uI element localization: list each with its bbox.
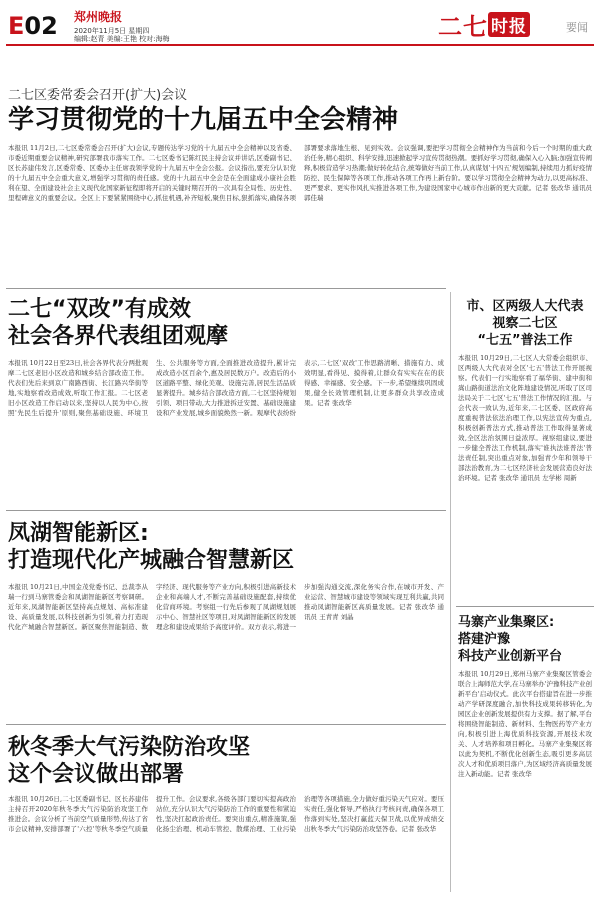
- sidebar-1-title-line1: 市、区两级人大代表: [466, 299, 584, 314]
- article-2-title-line1: 二七“双改”有成效: [8, 297, 191, 322]
- sidebar-1-title-line3: “七五”普法工作: [477, 333, 573, 348]
- divider: [6, 724, 446, 725]
- header-rule: [6, 44, 594, 46]
- masthead: 郑州晚报: [74, 10, 123, 24]
- article-2: [8, 296, 444, 508]
- sidebar-2-title-line3: 科技产业创新平台: [458, 649, 563, 664]
- article-3-title-line2: 打造现代化产城融合智慧新区: [8, 548, 295, 573]
- page-header: [0, 0, 600, 42]
- divider: [456, 606, 594, 607]
- sidebar-2-title-line2: 搭建沪豫: [458, 632, 511, 647]
- article-2-body: 本报讯 10月22日至23日,社会各界代表分两批观摩二七区老旧小区改造和城乡结合部改造工作。代表们先后来到京广南路西街、长江路兴华街等地,实地察看改造成效,听取工作汇报。二七区老旧小区改造工作启动以来,坚持以人民为中心,按照'先民生后提升'原则,聚焦基础设施、环境卫生、公共服务等方面,全面推进改造提升,累计完成改造小区百余个,惠及居民数万户。改造后的小区道路平整、绿化美观、设施完善,居民生活品质显著提升。城乡结合部改造方面,二七区坚持规划引领、项目带动,大力推进拆迁安置、基础设施建设和产业发展,城乡面貌焕然一新。观摩代表纷纷表示,二七区'双改'工作思路清晰、措施有力、成效明显,看得见、摸得着,让群众有实实在在的获得感、幸福感、安全感。下一步,希望继续巩固成果,健全长效管理机制,让更多群众共享改造成果。记者 张改华: [8, 359, 444, 417]
- article-1: [8, 84, 592, 313]
- sidebar-article-1: [458, 298, 592, 583]
- date-line: 2020年11月5日 星期四: [74, 27, 150, 35]
- section-label: 要闻: [566, 21, 588, 34]
- sidebar-article-2: [458, 614, 592, 889]
- sidebar-2-title-line1: 马寨产业集聚区:: [458, 615, 555, 630]
- column-divider: [450, 292, 451, 892]
- article-1-body: 本报讯 11月2日,二七区委常委会召开(扩大)会议,专题传达学习党的十九届五中全会精神以及省委、市委近期重要会议精神,研究部署我市落实工作。二七区委书记陈红民主持会议并讲话,区委副书记、区长苏建伟发言,区委常委、区委办主任席我领学党的十九届五中全会公报。会议指出,要充分认识党的十九届五中全会重大意义,增强学习贯彻的责任感。党的十九届五中全会是在全面建成小康社会胜利在望、全面建设社会主义现代化国家新征程即将开启的关键时期召开的一次具有全局性、历史性、里程碑意义的重要会议。全区上下要紧紧围绕中心,抓住机遇,补齐短板,聚焦目标,狠抓落实,确保各项部署要求落地生根、见到实效。会议强调,要把学习贯彻全会精神作为当前和今后一个时期的重大政治任务,精心组织、科学安排,迅速掀起学习宣传贯彻热潮。要抓好学习贯彻,确保入心入脑;加强宣传阐释,积极营造学习热潮;做好转化结合,统筹做好当前工作,认真谋划'十四五'规划编制,持续用力抓好疫情防控、民生保障等各项工作,推动各项工作再上新台阶。要以学习贯彻全会精神为动力,以更高标准、更严要求、更实作风扎实推进各项工作,为建设国家中心城市作出新的更大贡献。记者 张改华 通讯员 郭佳瑞: [8, 144, 592, 202]
- article-1-title: 学习贯彻党的十九届五中全会精神: [8, 105, 399, 135]
- article-4-title-line1: 秋冬季大气污染防治攻坚: [8, 735, 251, 760]
- article-3-body: 本报讯 10月21日,中国金茂党委书记、总裁李从瑞一行到马寨管委会和凤湖智能新区考察调研。近年来,凤湖智能新区坚持高点规划、高标准建设、高质量发展,以科技创新为引领,着力打造现代化产城融合智慧新区。新区聚焦智能制造、数字经济、现代服务等产业方向,积极引进高新技术企业和高端人才,不断完善基础设施配套,持续优化营商环境。考察组一行先后参观了凤湖规划展示中心、智慧社区等项目,对凤湖智能新区的发展理念和建设成果给予高度评价。双方表示,将进一步加强沟通交流,深化务实合作,在城市开发、产业运营、智慧城市建设等领域实现互利共赢,共同推动凤湖智能新区高质量发展。记者 张改华 通讯员 王青青 刘晶: [8, 583, 444, 631]
- article-4-title-line2: 这个会议做出部署: [8, 762, 185, 787]
- edition-number: E02: [8, 12, 58, 40]
- divider: [6, 510, 446, 511]
- article-4: [8, 734, 444, 892]
- article-4-body: 本报讯 10月26日,二七区委副书记、区长苏建伟主持召开2020年秋冬季大气污染防治攻坚工作推进会。会议分析了当前空气质量形势,传达了省市会议精神,安排部署了'六控'等秋冬季空气质量提升工作。会议要求,各级各部门要切实提高政治站位,充分认识大气污染防治工作的重要性和紧迫性,坚决扛起政治责任。要突出重点,精准施策,强化扬尘治理、机动车管控、散煤治理、工业污染治理等各项措施,全力做好重污染天气应对。要压实责任,强化督导,严格执行考核问责,确保各项工作落到实处,坚决打赢蓝天保卫战,以优异成绩交出秋冬季大气污染防治攻坚答卷。记者 张改华: [8, 795, 444, 833]
- sidebar-1-body: 本报讯 10月29日,二七区人大常委会组织市、区两级人大代表对全区'七五'普法工作开展视察。代表们一行实地察看了福华街、建中街和嵩山路街道法治文化阵地建设情况,听取了区司法局关于二七区'七五'普法工作情况的汇报。与会代表一致认为,近年来,二七区委、区政府高度重视普法依法治理工作,以宪法宣传为重点,积极创新普法方式,推动普法工作取得显著成效,全区法治氛围日益浓厚。视察组建议,要进一步健全普法工作机制,落实'谁执法谁普法'普法责任制,突出重点对象,加强青少年和领导干部法治教育,为二七区经济社会发展营造良好法治环境。记者 张改华 通讯员 左学彬 周新: [458, 354, 592, 482]
- article-3-title-line1: 凤湖智能新区:: [8, 521, 149, 546]
- sidebar-1-title-line2: 视察二七区: [492, 316, 558, 331]
- brand-logo: 二七 时报: [438, 7, 530, 42]
- divider: [6, 288, 446, 289]
- sidebar-2-body: 本报讯 10月29日,郑州马寨产业集聚区管委会联合上海师范大学,在马寨举办'沪豫科技产业创新平台'启动仪式。此次平台搭建旨在进一步推动产学研深度融合,加快科技成果转移转化,为园区企业创新发展提供有力支撑。据了解,平台将围绕智能制造、新材料、生物医药等产业方向,积极引进上海优质科技资源,开展技术攻关、人才培养和项目孵化。马寨产业集聚区将以此为契机,不断优化创新生态,吸引更多高层次人才和优质项目落户,为区域经济高质量发展注入新动能。记者 张改华: [458, 670, 592, 778]
- article-2-title-line2: 社会各界代表组团观摩: [8, 324, 229, 349]
- article-1-kicker: 二七区委常委会召开(扩大)会议: [8, 88, 188, 103]
- article-3: [8, 520, 444, 722]
- editors-line: 编辑:赵青 美编:王艳 校对:海梅: [74, 35, 170, 43]
